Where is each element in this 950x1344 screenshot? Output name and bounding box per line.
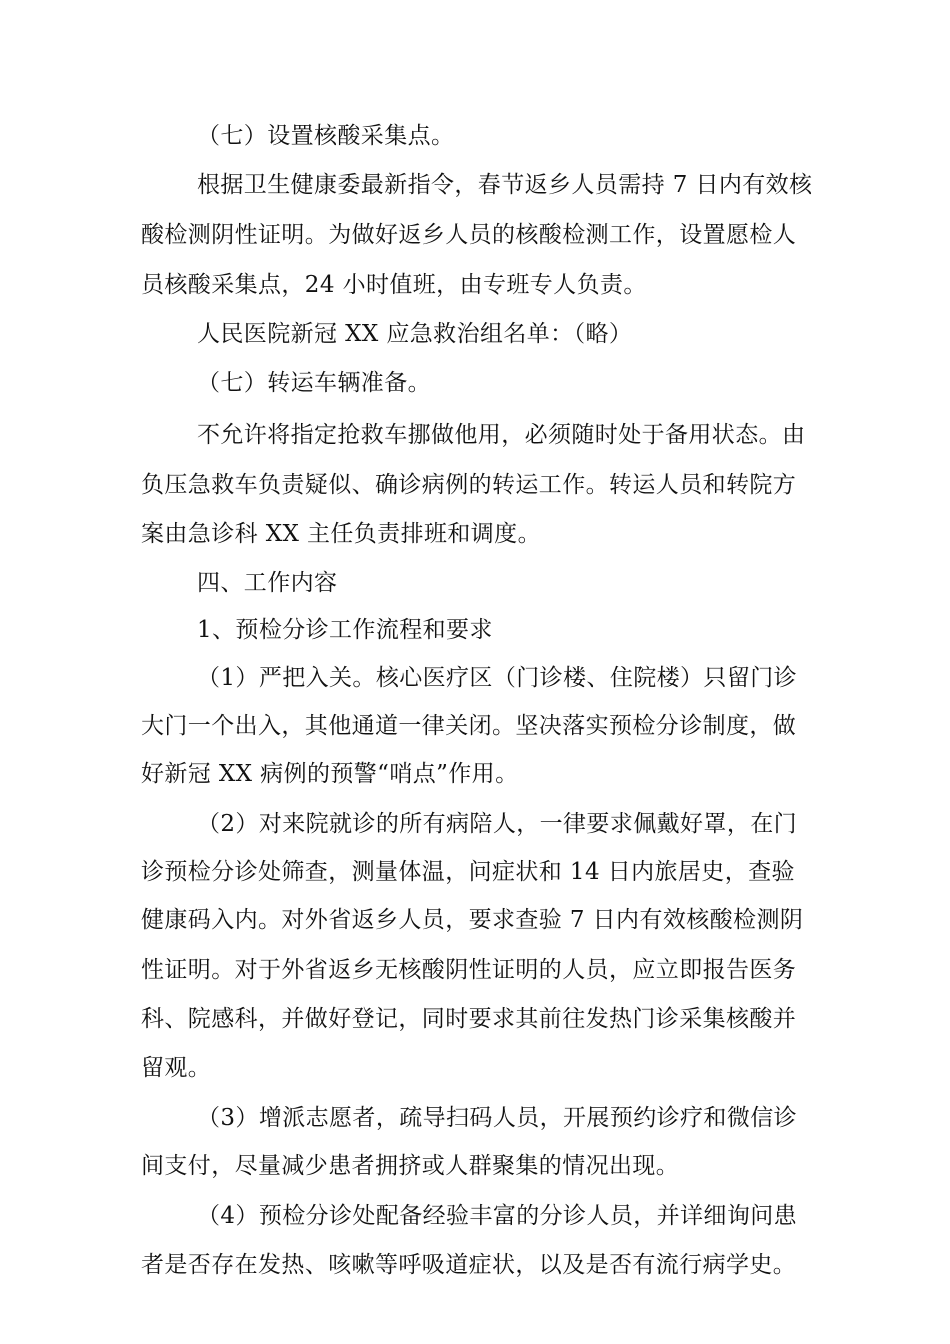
paragraph-line: 性证明。对于外省返乡无核酸阴性证明的人员，应立即报告医务 <box>141 957 797 983</box>
paragraph-line: 好新冠 XX 病例的预警“哨点”作用。 <box>141 761 519 787</box>
subsection-heading: 1、预检分诊工作流程和要求 <box>197 617 493 643</box>
paragraph-line: 员核酸采集点，24 小时值班，由专班专人负责。 <box>141 272 647 298</box>
heading-line: （七）设置核酸采集点。 <box>197 123 455 149</box>
paragraph-line: 负压急救车负责疑似、确诊病例的转运工作。转运人员和转院方 <box>141 472 797 498</box>
paragraph-line: （3）增派志愿者，疏导扫码人员，开展预约诊疗和微信诊 <box>197 1105 798 1131</box>
paragraph-line: 诊预检分诊处筛查，测量体温，问症状和 14 日内旅居史，查验 <box>141 859 795 885</box>
paragraph-line: 间支付，尽量减少患者拥挤或人群聚集的情况出现。 <box>141 1153 680 1179</box>
paragraph-line: 案由急诊科 XX 主任负责排班和调度。 <box>141 521 541 547</box>
paragraph-line: （4）预检分诊处配备经验丰富的分诊人员，并详细询问患 <box>197 1203 798 1229</box>
paragraph-line: 人民医院新冠 XX 应急救治组名单：（略） <box>197 321 633 347</box>
paragraph-line: （1）严把入关。核心医疗区（门诊楼、住院楼）只留门诊 <box>197 665 798 691</box>
paragraph-line: 者是否存在发热、咳嗽等呼吸道症状，以及是否有流行病学史。 <box>141 1252 797 1278</box>
paragraph-line: 科、院感科，并做好登记，同时要求其前往发热门诊采集核酸并 <box>141 1006 797 1032</box>
paragraph-line: 酸检测阴性证明。为做好返乡人员的核酸检测工作，设置愿检人 <box>141 222 797 248</box>
paragraph-line: 不允许将指定抢救车挪做他用，必须随时处于备用状态。由 <box>197 422 806 448</box>
paragraph-line: 根据卫生健康委最新指令，春节返乡人员需持 7 日内有效核 <box>197 172 813 198</box>
paragraph-line: 健康码入内。对外省返乡人员，要求查验 7 日内有效核酸检测阴 <box>141 907 804 933</box>
section-heading: 四、工作内容 <box>197 570 338 596</box>
paragraph-line: （2）对来院就诊的所有病陪人，一律要求佩戴好罩，在门 <box>197 811 798 837</box>
paragraph-line: 留观。 <box>141 1055 212 1081</box>
paragraph-line: 大门一个出入，其他通道一律关闭。坚决落实预检分诊制度，做 <box>141 713 797 739</box>
heading-line: （七）转运车辆准备。 <box>197 370 431 396</box>
